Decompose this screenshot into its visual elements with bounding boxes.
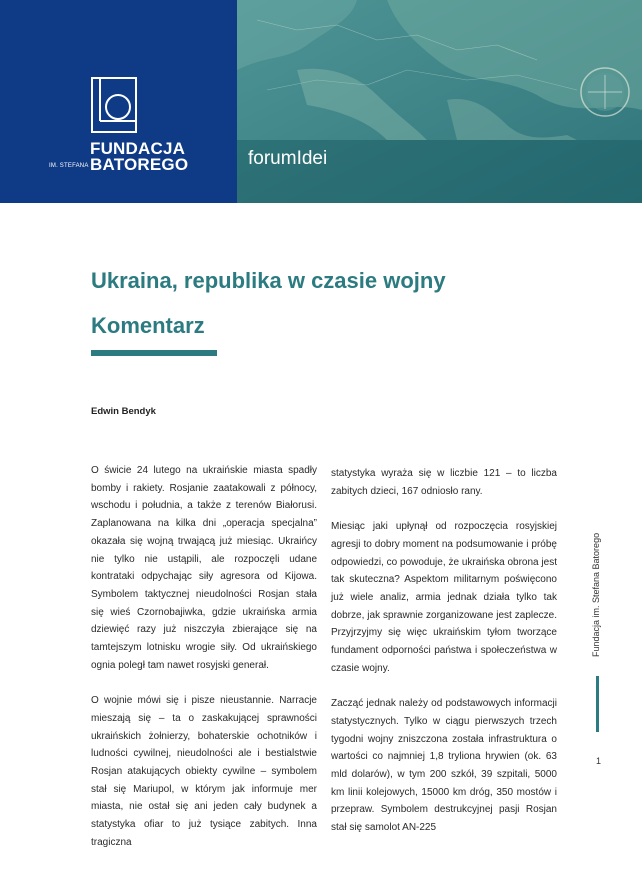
article-author: Edwin Bendyk xyxy=(91,406,156,417)
logo-small-text: IM. STEFANA xyxy=(49,163,89,169)
paragraph: O świcie 24 lutego na ukraińskie miasta spadły bomby i rakiety. Rosjanie zaatakowali z północy, wschodu i południa, a także z terenów Białorusi. Zaplanowana na kilka dni „operacja specjalna” okazała się wojną trwającą już miesiąc. Ukraińcy nie tylko nie ustąpili, ale rozpoczęli udane kontrataki odpychając siły agresora od Kijowa. Symbolem taktycznej nieudolności Rosjan stała się wieś Czornobajiwka, gdzie ukraińska armia dziewięć razy już niszczyła zbierające się na tamtejszym lotnisku wrogie siły. Od ukraińskiego ognia poległ tam nawet rosyjski generał. xyxy=(91,465,317,671)
fundacja-batorego-logo-icon xyxy=(91,77,137,133)
logo-line-2: BATOREGO xyxy=(90,155,189,174)
page-header xyxy=(0,0,642,203)
paragraph: Zacząć jednak należy od podstawowych informacji statystycznych. Tylko w ciągu pierwszych trzech tygodni wojny zniszczona została infrastruktura o wartości co najmniej 1,8 tryliona hrywien (ok. 63 mld dolarów), w tym 200 szkół, 39 szpitali, 5000 km linii kolejowych, 15000 km dróg, 350 mostów i przepraw. Symbolem destrukcyjnej pasji Rosjan stał się samolot AN-225 xyxy=(331,698,557,834)
paragraph: statystyka wyraża się w liczbie 121 – to liczba zabitych dzieci, 167 odniosło rany. xyxy=(331,468,557,497)
vertical-foundation-label: Fundacja im. Stefana Batorego xyxy=(591,532,601,657)
paragraph: Miesiąc jaki upłynął od rozpoczęcia rosyjskiej agresji to dobry moment na podsumowanie i próbę odpowiedzi, co powoduje, że ukraińska obrona jest tak skuteczna? Aspektom militarnym poświęcono już wiele analiz, armia jednak działa tylko tak dobrze, jak sprawnie zorganizowane jest zaplecze. Przyjrzyjmy się więc ukraińskim tyłom tworzące fundament odporności państwa i społeczeństwa w czasie wojny. xyxy=(331,521,557,674)
text-column-right xyxy=(331,465,557,854)
series-label: forumIdei xyxy=(248,148,328,169)
title-underline-bar xyxy=(91,350,217,356)
page-number: 1 xyxy=(596,756,602,766)
paragraph: O wojnie mówi się i pisze nieustannie. Narracje mieszają się – ta o zaskakującej sprawności ukraińskich żołnierzy, bohaterskie ochotników i ludności cywilnej, nieudolności ale i bestialstwie Rosjan atakujących obiekty cywilne – symbolem stał się Mariupol, w którym jak informuje mer miasta, nie ostał się ani jeden cały budynek a statystyka ofiar to już tysiące zabitych. Inna tragiczna xyxy=(91,695,317,848)
logo-line-1: FUNDACJA xyxy=(90,139,186,158)
article-subtitle: Komentarz xyxy=(91,313,205,338)
logo-panel xyxy=(0,0,237,203)
sidebar-accent-bar xyxy=(596,676,599,732)
text-column-left xyxy=(91,462,317,869)
article-title: Ukraina, republika w czasie wojny xyxy=(91,268,446,293)
